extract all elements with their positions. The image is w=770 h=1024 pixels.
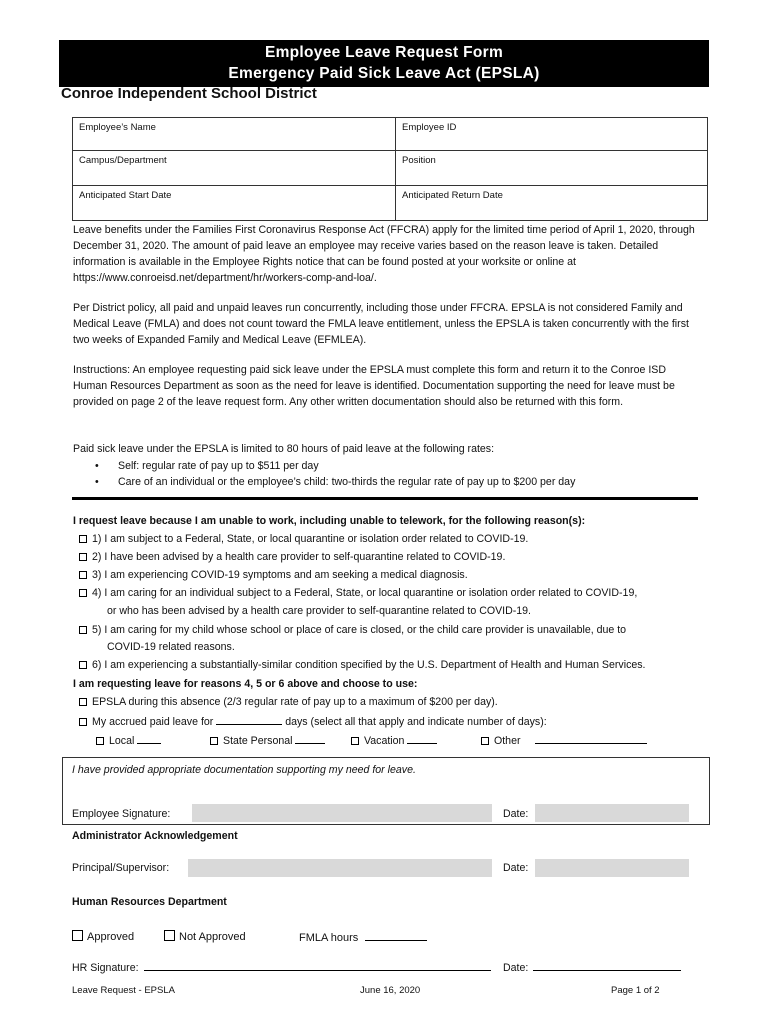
reason-4-continued: or who has been advised by a health care provider to self-quarantine related to COVID-19. xyxy=(107,605,531,617)
reason-5[interactable] xyxy=(79,624,626,636)
checkbox-icon[interactable] xyxy=(72,930,83,941)
leave-other-label: Other xyxy=(494,735,521,747)
leave-local-label: Local xyxy=(109,735,135,747)
option-epsla-label: EPSLA during this absence (2/3 regular rate of pay up to a maximum of $200 per day). xyxy=(92,696,498,708)
start-date-field[interactable] xyxy=(73,186,396,221)
admin-heading: Administrator Acknowledgement xyxy=(72,830,238,842)
campus-field[interactable] xyxy=(73,151,396,186)
employee-date-label: Date: xyxy=(503,808,529,820)
checkbox-icon[interactable] xyxy=(481,737,489,745)
checkbox-icon[interactable] xyxy=(79,571,87,579)
checkbox-icon[interactable] xyxy=(79,626,87,634)
start-date-label: Anticipated Start Date xyxy=(79,190,172,201)
documentation-statement: I have provided appropriate documentation supporting my need for leave. xyxy=(72,764,416,776)
local-days-blank[interactable] xyxy=(137,733,161,744)
footer-date: June 16, 2020 xyxy=(360,985,421,996)
fmla-hours xyxy=(299,930,427,944)
return-date-field[interactable] xyxy=(396,186,708,221)
leave-state-personal[interactable] xyxy=(210,733,325,747)
hr-heading: Human Resources Department xyxy=(72,896,227,908)
reason-1-label: 1) I am subject to a Federal, State, or local quarantine or isolation order related to COVID-19. xyxy=(92,533,529,545)
checkbox-icon[interactable] xyxy=(79,589,87,597)
reason-6-label: 6) I am experiencing a substantially-similar condition specified by the U.S. Department of Health and Human Services. xyxy=(92,659,646,671)
leave-local[interactable] xyxy=(96,733,161,747)
employee-date-input[interactable] xyxy=(535,804,689,822)
checkbox-icon[interactable] xyxy=(210,737,218,745)
reason-3[interactable] xyxy=(79,569,468,581)
leave-vacation-label: Vacation xyxy=(364,735,405,747)
hr-signature xyxy=(72,960,491,974)
paragraph-instructions: Instructions: An employee requesting paid sick leave under the EPSLA must complete this form and return it to the Conroe ISD Human Resources Department as soon as the need for leave is identified. Documentation supporting the need for leave must be provided on page 2 of the leave request form. Any other written documentation should also be returned with this form. xyxy=(73,364,675,408)
option-accrued-suffix: days (select all that apply and indicate number of days): xyxy=(285,716,547,728)
reason-4-label: 4) I am caring for an individual subject to a Federal, State, or local quarantine or isolation order related to COVID-19, xyxy=(92,587,638,599)
form-title-banner xyxy=(59,40,709,87)
leave-vacation[interactable] xyxy=(351,733,437,747)
employee-id-label: Employee ID xyxy=(402,122,457,133)
hr-signature-label: HR Signature: xyxy=(72,962,139,974)
option-accrued-label: My accrued paid leave for xyxy=(92,716,214,728)
reason-5-continued: COVID-19 related reasons. xyxy=(107,641,235,653)
other-blank[interactable] xyxy=(535,733,647,744)
position-field[interactable] xyxy=(396,151,708,186)
checkbox-icon[interactable] xyxy=(79,535,87,543)
checkbox-icon[interactable] xyxy=(79,661,87,669)
fmla-hours-label: FMLA hours xyxy=(299,932,359,944)
position-label: Position xyxy=(402,155,436,166)
checkbox-icon[interactable] xyxy=(79,718,87,726)
reason-1[interactable] xyxy=(79,533,528,545)
return-date-label: Anticipated Return Date xyxy=(402,190,503,201)
campus-label: Campus/Department xyxy=(79,155,167,166)
divider xyxy=(72,497,698,500)
employee-signature-label: Employee Signature: xyxy=(72,808,171,820)
approved-option[interactable] xyxy=(72,930,134,943)
reason-2-label: 2) I have been advised by a health care provider to self-quarantine related to COVID-19. xyxy=(92,551,506,563)
employee-info-table xyxy=(72,117,708,221)
vacation-days-blank[interactable] xyxy=(407,733,437,744)
state-days-blank[interactable] xyxy=(295,733,325,744)
employee-signature-input[interactable] xyxy=(192,804,492,822)
hr-date-label: Date: xyxy=(503,962,529,974)
rate-self: Self: regular rate of pay up to $511 per day xyxy=(118,460,319,472)
reason-3-label: 3) I am experiencing COVID-19 symptoms and am seeking a medical diagnosis. xyxy=(92,569,468,581)
bullet-icon: • xyxy=(95,476,99,488)
option-epsla[interactable] xyxy=(79,696,498,708)
district-name: Conroe Independent School District xyxy=(61,85,317,102)
checkbox-icon[interactable] xyxy=(96,737,104,745)
checkbox-icon[interactable] xyxy=(164,930,175,941)
reason-2[interactable] xyxy=(79,551,505,563)
reason-4[interactable] xyxy=(79,587,637,599)
employee-name-field[interactable] xyxy=(73,118,396,151)
checkbox-icon[interactable] xyxy=(79,553,87,561)
not-approved-label: Not Approved xyxy=(179,931,246,943)
leave-other[interactable] xyxy=(481,733,647,747)
paragraph-ffcra: Leave benefits under the Families First Coronavirus Response Act (FFCRA) apply for the limited time period of April 1, 2020, through December 31, 2020. The amount of paid leave an employee may receive varies based on the reason leave is taken. Detailed information is available in the Employee Rights notice that can be found posted at your worksite or online at https://www.conroeisd.net/department/hr/workers-comp-and-loa/. xyxy=(73,224,695,284)
principal-label: Principal/Supervisor: xyxy=(72,862,170,874)
paragraph-policy: Per District policy, all paid and unpaid leaves run concurrently, including those under FFCRA. EPSLA is not considered Family and Medical Leave (FMLA) and does not count toward the FMLA leave entitlement, unless the EPSLA is taken concurrently with the first two weeks of Expanded Family and Medical Leave (EFMLEA). xyxy=(73,302,689,346)
principal-signature-input[interactable] xyxy=(188,859,492,877)
bullet-icon: • xyxy=(95,460,99,472)
approved-label: Approved xyxy=(87,931,135,943)
reason-6[interactable] xyxy=(79,659,646,671)
principal-date-label: Date: xyxy=(503,862,529,874)
not-approved-option[interactable] xyxy=(164,930,246,943)
checkbox-icon[interactable] xyxy=(351,737,359,745)
employee-name-label: Employee’s Name xyxy=(79,122,156,133)
footer-page-number: Page 1 of 2 xyxy=(611,985,660,996)
form-title: Employee Leave Request Form xyxy=(264,44,504,61)
hr-signature-blank[interactable] xyxy=(144,960,491,971)
choose-heading: I am requesting leave for reasons 4, 5 or 6 above and choose to use: xyxy=(73,678,418,690)
hr-date xyxy=(503,960,681,974)
form-subtitle: Emergency Paid Sick Leave Act (EPSLA) xyxy=(228,65,540,82)
footer-form-name: Leave Request - EPSLA xyxy=(72,985,175,996)
days-blank[interactable] xyxy=(216,714,282,725)
principal-date-input[interactable] xyxy=(535,859,689,877)
reasons-heading: I request leave because I am unable to work, including unable to telework, for the following reason(s): xyxy=(73,515,586,527)
fmla-hours-blank[interactable] xyxy=(365,930,427,941)
hr-date-blank[interactable] xyxy=(533,960,681,971)
rate-care: Care of an individual or the employee’s child: two-thirds the regular rate of pay up to $200 per day xyxy=(118,476,576,488)
paragraph-rates: Paid sick leave under the EPSLA is limited to 80 hours of paid leave at the following rates: xyxy=(73,443,495,455)
reason-5-label: 5) I am caring for my child whose school or place of care is closed, or the child care provider is unavailable, due to xyxy=(92,624,627,636)
employee-id-field[interactable] xyxy=(396,118,708,151)
option-accrued[interactable] xyxy=(79,714,547,728)
leave-state-label: State Personal xyxy=(223,735,293,747)
checkbox-icon[interactable] xyxy=(79,698,87,706)
